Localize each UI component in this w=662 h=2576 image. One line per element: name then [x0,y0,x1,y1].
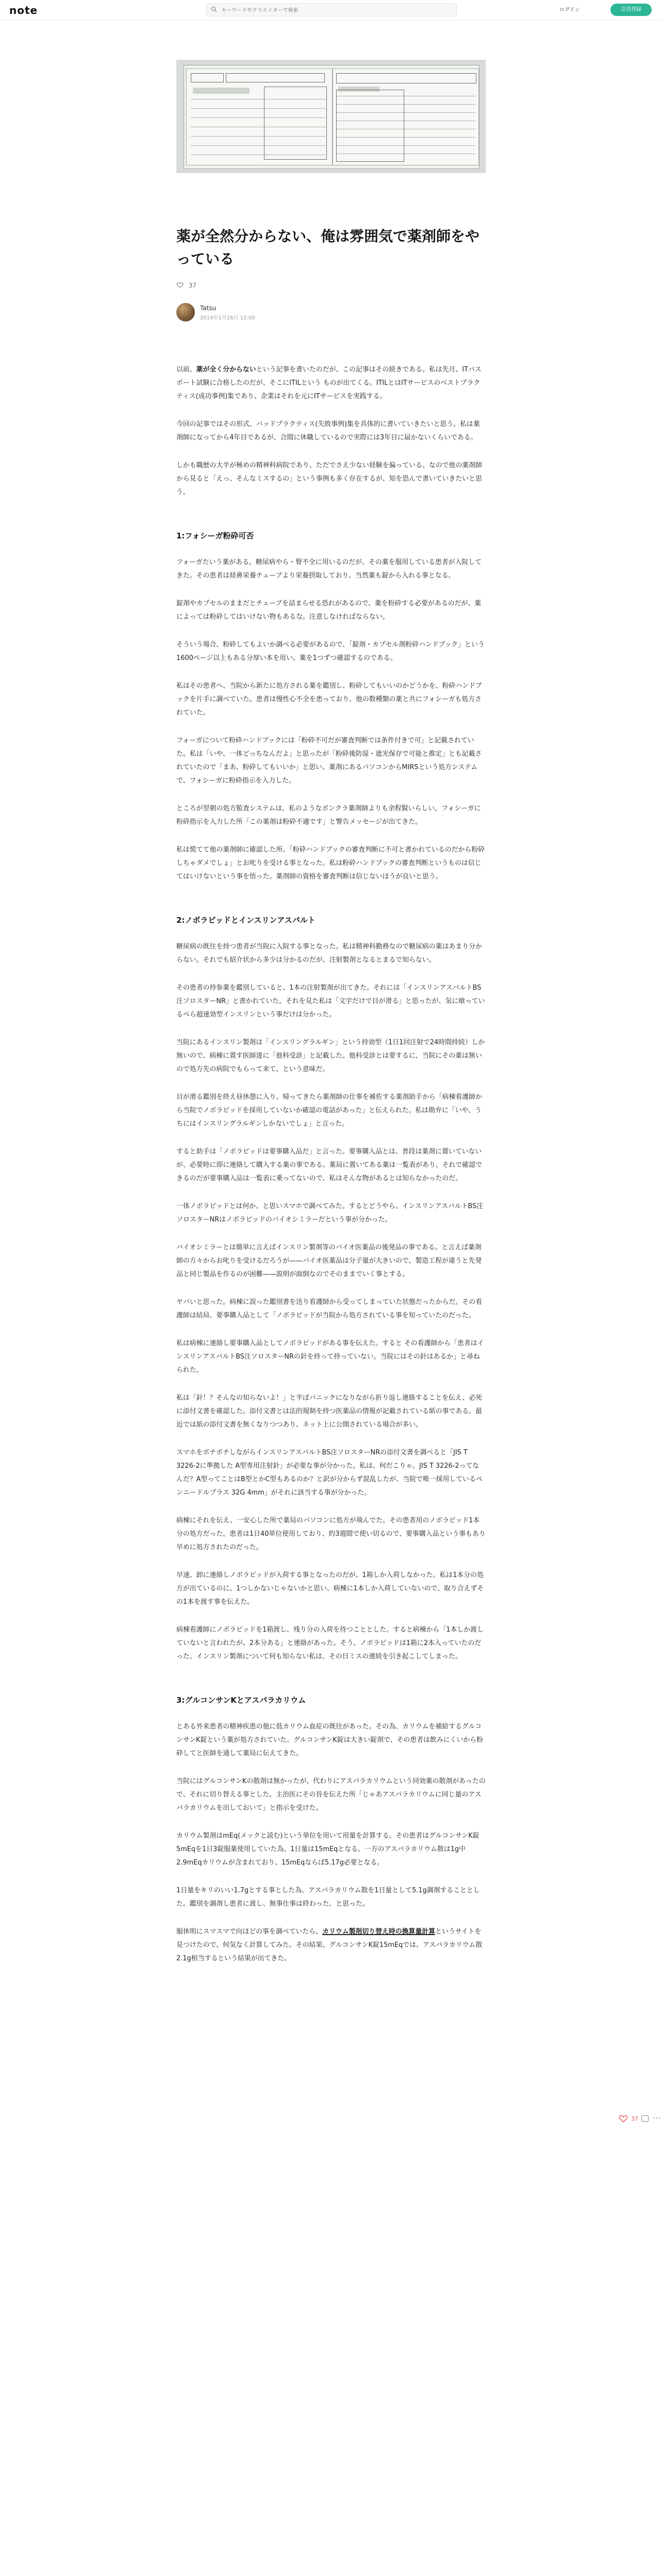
author-name[interactable]: Tatsu [200,304,217,312]
article-paragraph: とある外来患者の精神疾患の他に低カリウム血症の既往があった。その為、カリウムを補給するグルコンサンK錠という薬が処方されていた。グルコンサンK錠は大きい錠剤で、その患者は飲みにくいから粉砕してと医師を通して薬局に伝えてきた。 [176,1723,484,1757]
heart-icon[interactable] [176,281,184,289]
article-paragraph: 当院にあるインスリン製剤は「インスリングラルギン」という持効型（1日1回注射で24時間持続）しか無いので、病棟に置す医師達に「他科受診」と記載した。他科受診とは要するに、当院にその薬は無いので処方先の病院でもらって来て、という意味だ。 [176,1039,485,1073]
like-row[interactable] [176,281,196,292]
article-paragraph: その患者の持参薬を鑑別していると、1本の注射製剤が出てきた。それには「インスリンアスパルトBS注ソロスターNR」と書かれていた。それを見た私は「文字だけで目が滑る」と思ったが、気に喰っているべら超速効型インスリンという事だけは分かった。 [176,984,485,1019]
article-paragraph: しかも職歴の大半が極めの精神科病院であり、ただでさえ少ない経験を偏っている。なので他の薬剤師から見ると「えっ、そんなミスするの」という事例も多く存在するが、知を恐んで書いていきたいと思う。 [176,462,482,496]
article-paragraph: フォーガについて粉砕ハンドブックには「粉砕不可だが審査判断では条件付きで可」と記載されていた。私は「いや、一体どっちなんだよ」と思ったが「粉砕後防湿・遮光保存で可能と推定」とも記載されていたので「まあ、粉砕してもいいか」と思い、薬剤にあるパソコンからMIRSという処方システムで、フォシーガに粉砕指示を入力した。 [176,737,482,785]
article-paragraph: 服休明にスマスマで向ほどの事を調べていたら、カリウム製剤切り替え時の換算量計算というサイトを見つけたので、何気なく計算してみた。その結果、グルコンサンK錠15mEqでは、アスパラカリウム散2.1g相当するという結果が出てきた。 [176,1928,483,1962]
article-body [176,363,486,1980]
article-paragraph: ところが翌朝の処方監査システムは、私のようなポンクラ薬剤師よりも余程賢いらしい。フォシーガに粉砕指示を入力した所「この薬剤は粉砕不適です」と警告メッセージが出てきた。 [176,805,481,826]
publish-date: 2019年1月26日 12:00 [200,315,255,321]
search-icon [211,6,217,12]
section-heading: 1:フォシーガ粉砕可否 [176,531,254,540]
article-paragraph: 糖尿病の既往を持つ患者が当院に入院する事となった。私は精神科勤務なので糖尿病の薬はあまり分からない。それでも紹介状から多少は分かるのだが、注射製剤となるとまるで知らない。 [176,943,482,964]
article-paragraph: スマホをポチポチしながらインスリンアスパルトBS注ソロスターNRの添付文書を調べると「JIS T 3226-2に準拠した A型専用注射針」が必要な事が分かった。私は、何だこりゃ。JIS T 3226-2ってなんだ？A型ってことはB型とかC型もあるのか？と訳が分からず混乱したが、当院で唯一採用しているペンニードルプラス 32G 4mm」がそれに該当する事が分かった。 [176,1449,483,1497]
right-document-page [333,69,479,165]
article-paragraph: 私は慌てて他の薬剤師に確認した所、「粉砕ハンドブックの審査判断に不可と書かれているのだから粉砕しちゃダメでしょ」とお叱りを受ける事となった。私は粉砕ハンドブックの審査判断というものは信じてはいけないという事を悟った。薬剤師の資格を審査判断は信じないほうが良いと思う。 [176,846,485,880]
article-paragraph: 錠剤やカプセルのままだとチューブを詰まらせる恐れがあるので、薬を粉砕する必要があるのだが、薬によっては粉砕してはいけない物もあるな。注意しなければならない。 [176,600,482,621]
article-paragraph: 病棟にそれを伝え、一安心した所で薬局のパソコンに処方が飛んでた。その患者用のノボラピッド1本分の処方だった。患者は1日40単位使用しており、約3週間で使い切るので、要事購入品という事もあり早めに処方されたのだった。 [176,1517,486,1551]
section-heading: 2:ノボラピッドとインスリンアスパルト [176,916,316,925]
article-title: 薬が全然分からない、俺は雰囲気で薬剤師をやっている [176,228,480,267]
more-icon[interactable]: ⋯ [653,2113,661,2123]
article-paragraph: 早速、卸に連絡しノボラピッドが入荷する事となったのだが、1箱しか入荷しなかった。私は1本分の処方が出ているのに、1つしかないじゃないかと思い、病棟に1本しか入荷していないので、取り合えずその1本を渡す事を伝えた。 [176,1571,484,1606]
article-paragraph: 1日量をキリのいい1.7gとする事とした為、アスパラカリウム散を1日量として5.1g調剤することとした。鑑別を調剤し患者に渡し、無事仕事は終わった、と思った。 [176,1887,480,1908]
article-paragraph: バイオシミラーとは簡単に言えばインスリン製剤等のバイオ医薬品の後発品の事である。と言えば薬剤師の方々からお叱りを受けるだろうが——バイオ医薬品は分子量が大きいので、製造工程が違うと先発品と同じ製品を作るのが困難——説明が面倒なのでそのままでいく事とする。 [176,1244,482,1278]
article-paragraph: カリウム製剤はmEq(メックと読む)という単位を用いて用量を計算する。その患者はグルコンサンK錠5mEqを1日3錠服薬使用していた為、1日量は15mEqとなる。一方のアスパラカリウム散は1g中2.9mEqカリウムが含まれており、15mEqならば5.17g必要となる。 [176,1832,479,1867]
article-paragraph: すると助手は「ノボラピッドは要事購入品だ」と言った。要事購入品とは、普段は薬剤に置いていないが、必要時に即に連絡して購入する薬の事である。薬局に置いてある薬は一覧表があり、それで確認できるのだが要事購入品は一覧表に乗ってないので、私はそんな物があるとは知らなかったのだ。 [176,1148,482,1182]
article-paragraph: 私は病棟に連絡し要事購入品としてノボラピッドがある事を伝えた。すると その看護師から「患者はインスリンアスパルトBS注ソロスターNRの針を持って持っていない。当院にはその針はあるか」と尋ねられた。 [176,1340,484,1374]
search-input[interactable] [220,4,449,17]
hero-image [176,60,486,173]
avatar[interactable] [176,303,195,321]
signup-button[interactable]: 会員登録 [610,4,652,16]
note-logo[interactable]: note [9,4,38,16]
article-paragraph: 病棟看護師にノボラピッドを1箱渡し、残り分の入荷を待つこととした。すると病棟から「1本しか渡していないと言われたが、2本分ある」と連絡があった。そう、ノボラピッドは1箱に2本入っていたのだった。インスリン製剤について何も知らない私は、その日ミスの連続を引き起こしてしまった。 [176,1626,484,1660]
article-paragraph: ヤバいと思った。病棟に誤った鑑別書を送り看護師から受ってしまっていた状態だったからだ。その看護師は結局、要事購入品として「ノボラピッドが当院から処方されている事を知っていたのだった。 [176,1298,482,1319]
comment-icon[interactable] [641,2115,649,2122]
article-paragraph: フォーガたいう薬がある。糖尿病やら・腎不全に用いるのだが、その薬を服用している患者が入院してきた。その患者は経鼻栄養チューブより栄養摂取しており、当然薬も錠から入れる事となる。 [176,558,482,580]
document-photo [184,65,479,169]
top-header [0,0,662,21]
article-paragraph: 一体ノボラピッドとは何か、と思いスマホで調べてみた。するとどうやら、インスリンアスパルトBS注ソロスターNRはノボラピッドのバイオシミラーだという事が分かった。 [176,1202,484,1224]
article-paragraph: 私はその患者へ、当院から新たに処方される薬を鑑別し、粉砕してもいいのかどうかを、粉砕ハンドブックを片手に調べていた。患者は慢性心不全を患っており、他の数種類の薬と共にフォシーガも処方されていた。 [176,682,482,717]
article-paragraph: 私は「針！？そんなの知らないよ！」と半ばパニックになりながら折り返し連絡することを伝え、必死に添付文書を確認した。添付文書とは法的規制を持つ医薬品の情報が記載されている紙の事である。最近では紙の添付文書を無くなりつつあり、ネット上に公開されている場合が多い。 [176,1394,483,1429]
section-heading: 3:グルコンサンKとアスパラカリウム [176,1696,306,1705]
login-link[interactable]: ログイン [559,7,580,13]
article-paragraph: 目が滑る鑑別を終え昼休憩に入り、帰ってきたら薬剤師の仕事を補佐する薬剤助手から「病棟看護師から当院でノボラピッドを採用していないか確認の電話があった」と伝えられた。私は勘弁に「いや、うちにはインスリングラルギンしかないでしょ」と言った。 [176,1093,482,1128]
article-paragraph: 当院にはグルコンサンKの散剤は無かったが、代わりにアスパラカリウムという同効薬の散剤があったので、それに切り替える事とした。主治医にその旨を伝えた所「じゃあアスパラカリウムに同じ量のアスパラカリウムを出しておいて」と指示を受けた。 [176,1777,486,1812]
article-paragraph: 以前、薬が全く分からないという記事を書いたのだが、この記事はその続きである。私は先月、ITパスポート試験に合格したのだが、そこにITILという ものが出てくる。ITILとはITサービスのベストプラクティス(成功事例)集であり、企業はそれを元にITサービスを実践する。 [176,366,482,400]
floating-actions [619,2112,662,2128]
side-like-count: 37 [631,2115,638,2122]
article-paragraph: 今回の記事ではその形式、バッドプラクティス(失敗事例)集を具体的に書いていきたいと思う。私は薬剤師になってから4年目であるが、合間に休職しているので実際には3年目に届かないくらいである。 [176,420,480,442]
search-box[interactable] [206,3,457,16]
article-paragraph: そういう場合、粉砕してもよいか調べる必要があるので、「錠剤・カプセル剤粉砕ハンドブック」という1600ページ以上もある分厚い本を用い、薬を1つずつ確認するのである。 [176,641,485,662]
like-count: 37 [188,282,197,289]
left-document-page [186,69,333,165]
heart-icon[interactable] [619,2114,628,2123]
